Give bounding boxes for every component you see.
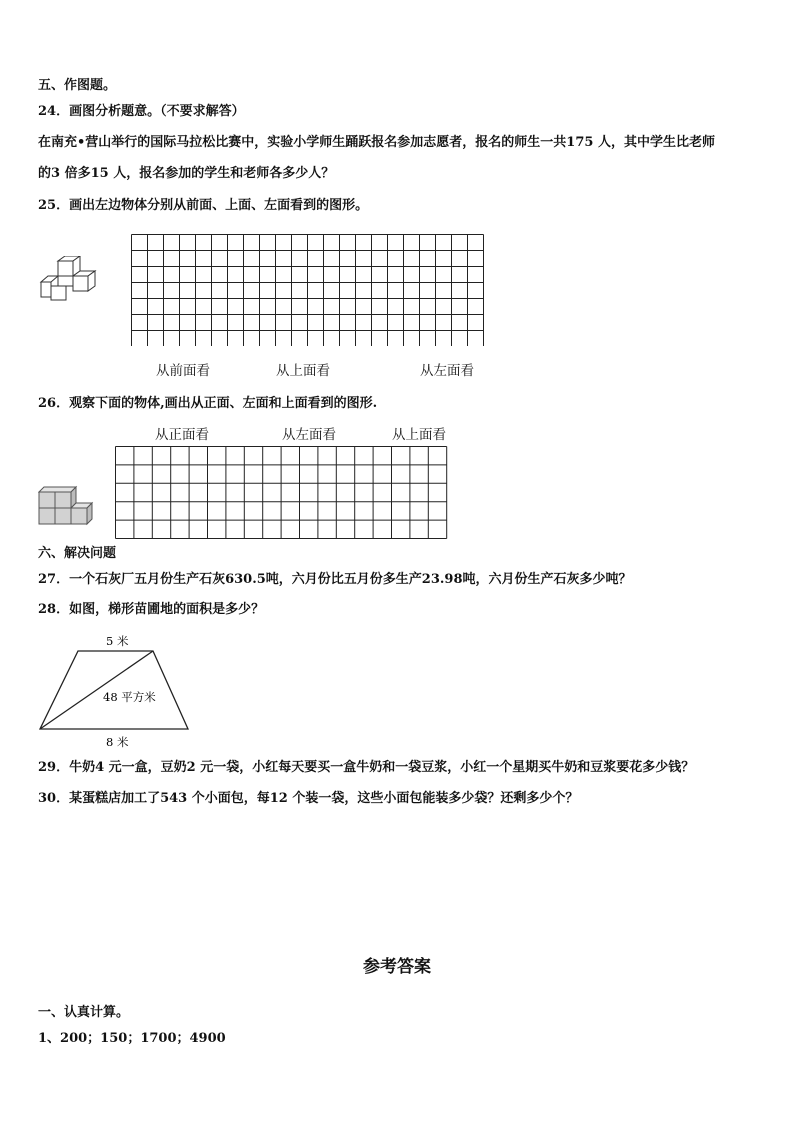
- trapezoid-top-label: 5 米: [106, 634, 129, 648]
- q26-title: 26．观察下面的物体,画出从正面、左面和上面看到的图形.: [38, 396, 378, 411]
- trapezoid-area-label: 48 平方米: [103, 690, 156, 704]
- q26-label-top: 从上面看: [392, 427, 446, 443]
- answer-1: 1、200；150；1700；4900: [38, 1031, 226, 1046]
- q26-grid: [115, 446, 449, 540]
- q25-cube-figure: [38, 256, 102, 304]
- section6-heading: 六、解决问题: [38, 546, 117, 561]
- q25-label-left: 从左面看: [420, 363, 474, 379]
- q25-grid: [131, 234, 485, 346]
- q28-title: 28．如图，梯形苗圃地的面积是多少？: [38, 602, 265, 617]
- q24-title: 24．画图分析题意。（不要求解答）: [38, 104, 245, 119]
- q26-label-left: 从左面看: [282, 427, 336, 443]
- q27-text: 27．一个石灰厂五月份生产石灰630.5吨，六月份比五月份多生产23.98吨，六月份生产石灰多少吨？: [38, 572, 632, 587]
- q24-line2: 的3 倍多15 人，报名参加的学生和老师各多少人？: [38, 166, 335, 181]
- q25-label-top: 从上面看: [276, 363, 330, 379]
- q26-label-front: 从正面看: [155, 427, 209, 443]
- q26-cube-figure: [38, 485, 94, 527]
- answers-title: 参考答案: [363, 957, 431, 977]
- trapezoid-bottom-label: 8 米: [106, 735, 129, 749]
- q29-text: 29．牛奶4 元一盒，豆奶2 元一袋，小红每天要买一盒牛奶和一袋豆浆，小红一个星期买牛奶和豆浆要花多少钱？: [38, 760, 695, 775]
- q24-line1: 在南充•营山举行的国际马拉松比赛中，实验小学师生踊跃报名参加志愿者，报名的师生一共175 人，其中学生比老师: [38, 135, 715, 150]
- q25-label-front: 从前面看: [156, 363, 210, 379]
- answers-section1-heading: 一、认真计算。: [38, 1005, 130, 1020]
- q30-text: 30．某蛋糕店加工了543 个小面包，每12 个装一袋，这些小面包能装多少袋？还剩多少个？: [38, 791, 579, 806]
- trapezoid-figure: [36, 628, 196, 750]
- q25-title: 25．画出左边物体分别从前面、上面、左面看到的图形。: [38, 198, 369, 213]
- section5-heading: 五、作图题。: [38, 78, 117, 93]
